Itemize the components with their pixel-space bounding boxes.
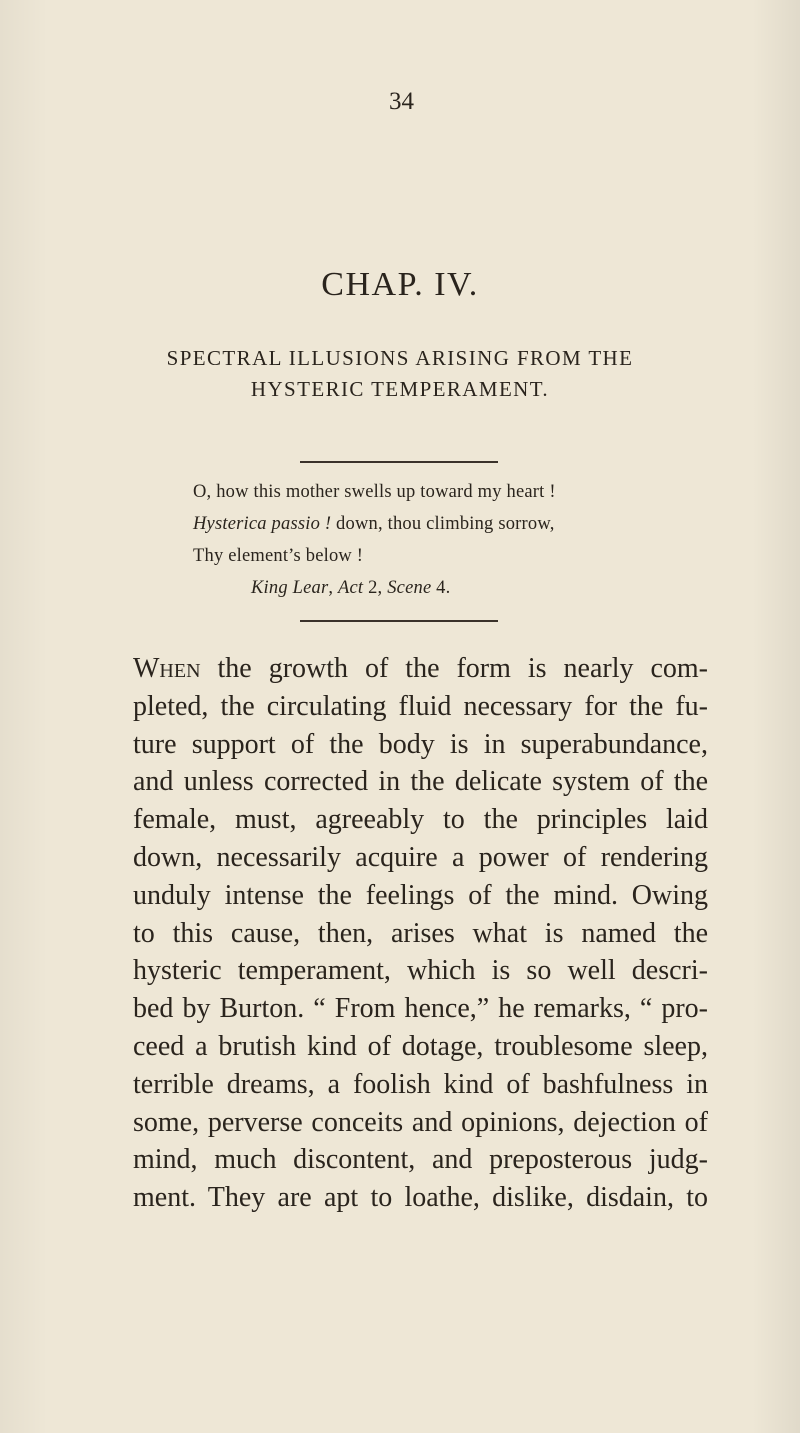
citation-act-number: 2,	[363, 578, 388, 598]
subtitle-line-2: HYSTERIC TEMPERAMENT.	[250, 377, 550, 401]
page-number: 34	[389, 88, 414, 115]
body-line: to this cause, then, arises what is named the	[133, 917, 708, 949]
body-line: ture support of the body is in superabundance,	[133, 728, 708, 760]
body-line: ment. They are apt to loathe, dislike, disdain, to	[133, 1182, 708, 1214]
epigraph	[193, 476, 663, 604]
body-line: down, necessarily acquire a power of rendering	[133, 841, 708, 873]
citation-act: Act	[338, 578, 364, 598]
citation-scene-number: 4.	[431, 578, 451, 598]
body-line: female, must, agreeably to the principles laid	[133, 804, 708, 836]
subtitle-line-1: SPECTRAL ILLUSIONS ARISING FROM THE	[166, 346, 634, 370]
epigraph-line-2	[193, 508, 663, 540]
body-line: and unless corrected in the delicate system of the	[133, 766, 708, 798]
body-line: ceed a brutish kind of dotage, troublesome sleep,	[133, 1030, 708, 1062]
citation-play: King Lear	[251, 578, 329, 598]
chapter-subtitle	[0, 343, 800, 405]
body-line: When the growth of the form is nearly com-	[133, 653, 708, 684]
epigraph-citation	[193, 572, 663, 604]
body-line: pleted, the circulating fluid necessary for the fu-	[133, 690, 708, 722]
epigraph-line-3: Thy element’s below !	[193, 546, 364, 566]
epigraph-line-2-rest: down, thou climbing sorrow,	[331, 514, 555, 534]
body-line: terrible dreams, a foolish kind of bashfulness in	[133, 1068, 708, 1100]
citation-sep: ,	[328, 578, 339, 598]
epigraph-top-rule	[300, 461, 498, 463]
opening-word: When	[133, 653, 201, 684]
body-text	[133, 650, 708, 1217]
citation-scene: Scene	[387, 578, 432, 598]
epigraph-italic-phrase: Hysterica passio !	[193, 514, 332, 534]
body-line: unduly intense the feelings of the mind. Owing	[133, 879, 708, 911]
body-line: hysteric temperament, which is so well descri-	[133, 955, 708, 987]
chapter-title: CHAP. IV.	[321, 266, 479, 303]
body-line: bed by Burton. “ From hence,” he remarks, “ pro-	[133, 993, 708, 1025]
body-line: mind, much discontent, and preposterous judg-	[133, 1144, 708, 1176]
epigraph-bottom-rule	[300, 620, 498, 622]
body-line: some, perverse conceits and opinions, dejection of	[133, 1106, 708, 1138]
epigraph-line-1: O, how this mother swells up toward my heart !	[193, 482, 556, 502]
